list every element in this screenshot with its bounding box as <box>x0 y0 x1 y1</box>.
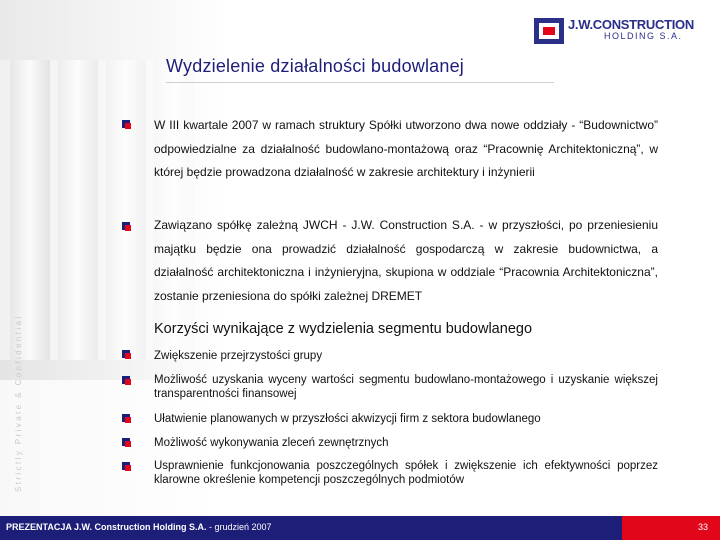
benefit-item: Możliwość uzyskania wyceny wartości segmentu budowlano-montażowego i uzyskanie większej transparentności finansowej <box>154 374 658 400</box>
footer-accent <box>622 516 720 540</box>
bullet-icon <box>122 438 130 446</box>
bullet-icon <box>122 120 130 128</box>
footer-bar <box>0 516 720 540</box>
page-title: Wydzielenie działalności budowlanej <box>166 56 465 76</box>
benefit-item: Ułatwienie planowanych w przyszłości akwizycji firm z sektora budowlanego <box>154 413 541 425</box>
benefit-item: Zwiększenie przejrzystości grupy <box>154 350 323 362</box>
logo-mark-icon <box>534 18 564 44</box>
footer-text <box>6 522 272 532</box>
benefits-heading: Korzyści wynikające z wydzielenia segmentu budowlanego <box>154 321 533 337</box>
confidential-side-text: Strictly Private & Confidential <box>14 314 23 492</box>
benefit-item: Usprawnienie funkcjonowania poszczególnych spółek i zwiększenie ich efektywności poprzez klarowne określenie kompetencji poszczególnych podmiotów <box>154 460 658 486</box>
benefit-item: Możliwość wykonywania zleceń zewnętrznych <box>154 437 389 449</box>
bullet-icon <box>122 462 130 470</box>
paragraph-1: W III kwartale 2007 w ramach struktury Spółki utworzono dwa nowe oddziały - “Budownictwo” odpowiedzialne za działalność budowlano-montażową oraz “Pracownię Architektoniczną”, w której będzie prowadzona działalność w zakresie architektury i inżynierii <box>154 118 658 179</box>
logo-name: J.W.CONSTRUCTION <box>568 17 694 32</box>
bullet-icon <box>122 414 130 422</box>
company-logo <box>534 18 694 48</box>
footer-date: - grudzień 2007 <box>206 522 272 532</box>
bullet-icon <box>122 222 130 230</box>
bullet-icon <box>122 350 130 358</box>
footer-presentation: PREZENTACJA J.W. Construction Holding S.A. <box>6 522 207 532</box>
title-divider <box>166 82 554 83</box>
logo-subname: HOLDING S.A. <box>604 31 683 41</box>
paragraph-2: Zawiązano spółkę zależną JWCH - J.W. Construction S.A. - w przyszłości, po przeniesieniu majątku będzie ona prowadzić działalność gospodarczą w zakresie budownictwa, a działalność architektoniczna i inżynieryjna, skupiona w oddziale “Pracownia Architektoniczna”, zostanie przeniesiona do spółki zależnej DREMET <box>154 218 658 303</box>
page-number: 33 <box>697 522 708 532</box>
bullet-icon <box>122 376 130 384</box>
